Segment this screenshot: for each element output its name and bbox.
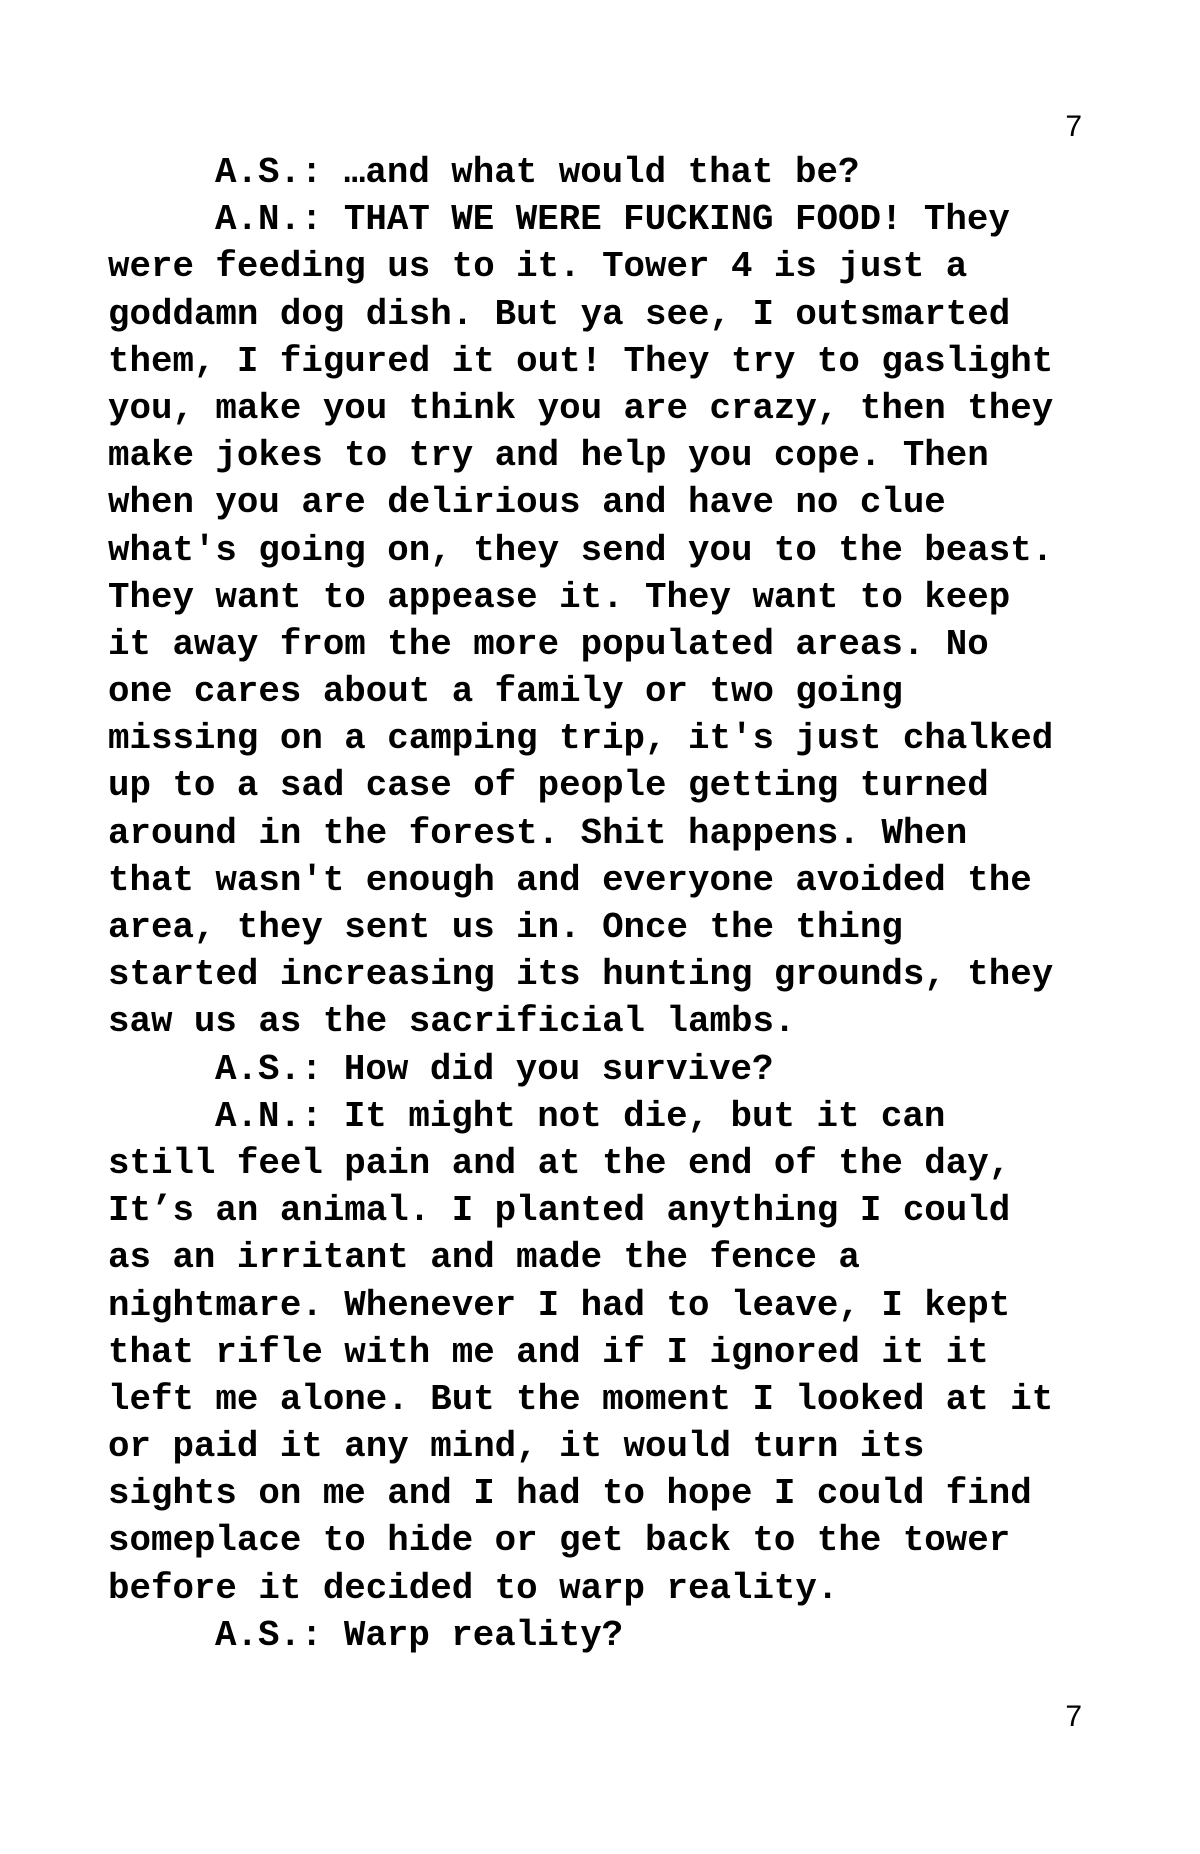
text-line: you, make you think you are crazy, then they <box>108 387 1054 429</box>
text-line: up to a sad case of people getting turned <box>108 765 989 807</box>
text-line: area, they sent us in. Once the thing <box>108 907 903 948</box>
text-line: before it decided to warp reality. <box>108 1567 839 1609</box>
text-line: one cares about a family or two going <box>108 671 903 713</box>
text-line: them, I figured it out! They try to gaslight <box>108 340 1054 382</box>
text-line: that wasn't enough and everyone avoided the <box>108 859 1032 901</box>
text-line: make jokes to try and help you cope. Then <box>108 435 989 477</box>
text-line: around in the forest. Shit happens. When <box>108 812 968 854</box>
transcript-text <box>108 149 1108 1659</box>
text-line: It’s an animal. I planted anything I could <box>108 1190 1011 1232</box>
text-line: saw us as the sacrificial lambs. <box>108 1001 796 1043</box>
text-line: still feel pain and at the end of the day, <box>108 1142 1011 1184</box>
text-line: what's going on, they send you to the beast. <box>108 529 1054 571</box>
text-line: goddamn dog dish. But ya see, I outsmarted <box>108 293 1011 335</box>
text-line: it away from the more populated areas. No <box>108 623 989 665</box>
paragraph-start-line: A.S.: …and what would that be? <box>215 152 860 193</box>
paragraph-start-line: A.S.: How did you survive? <box>215 1048 774 1090</box>
page-number-top: 7 <box>1065 110 1082 143</box>
text-line: left me alone. But the moment I looked at it <box>108 1378 1054 1420</box>
text-line: sights on me and I had to hope I could find <box>108 1473 1032 1515</box>
text-line: started increasing its hunting grounds, they <box>108 954 1054 996</box>
paragraph-start-line: A.S.: Warp reality? <box>215 1614 624 1656</box>
text-line: They want to appease it. They want to keep <box>108 576 1011 618</box>
text-line: someplace to hide or get back to the tower <box>108 1520 1011 1562</box>
paragraph-start-line: A.N.: It might not die, but it can <box>215 1095 946 1137</box>
text-line: were feeding us to it. Tower 4 is just a <box>108 246 968 288</box>
text-line: that rifle with me and if I ignored it it <box>108 1331 989 1373</box>
text-line: nightmare. Whenever I had to leave, I kept <box>108 1284 1011 1326</box>
text-line: or paid it any mind, it would turn its <box>108 1426 925 1468</box>
paragraph-start-line: A.N.: THAT WE WERE FUCKING FOOD! They <box>215 199 1010 241</box>
page-number-bottom: 7 <box>1065 1700 1082 1733</box>
text-line: when you are delirious and have no clue <box>108 482 946 524</box>
text-line: missing on a camping trip, it's just chalked <box>108 718 1054 760</box>
text-line: as an irritant and made the fence a <box>108 1237 860 1279</box>
